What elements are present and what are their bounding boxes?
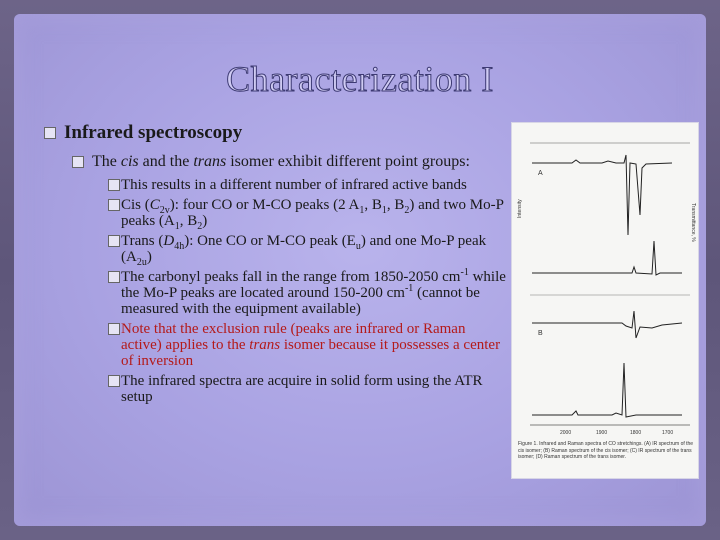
text: , B	[386, 197, 405, 213]
y-label-right: Transmittance, %	[690, 203, 696, 242]
symbol: D	[163, 233, 175, 249]
text: Trans (	[121, 233, 164, 249]
text: )	[202, 213, 208, 229]
label-a: A	[538, 170, 543, 177]
text: , B	[179, 213, 198, 229]
bullet-level3-1	[44, 177, 508, 193]
subscript: 2	[197, 221, 203, 232]
text: Note that the exclusion rule (peaks are infrared or Raman active) applies to the	[121, 321, 466, 353]
tick-1900: 1900	[596, 430, 608, 436]
tick-2000: 2000	[560, 430, 572, 436]
checkbox-bullet-icon	[108, 235, 120, 247]
italic-trans: trans	[249, 337, 281, 353]
italic-cis: cis	[120, 153, 139, 170]
bullet-level2	[44, 153, 508, 170]
text: Cis (	[121, 197, 150, 213]
subscript: 2u	[136, 257, 147, 268]
text: and the	[138, 153, 194, 170]
text: The	[92, 153, 121, 170]
text: The carbonyl peaks fall in the range from 1850-2050 cm	[121, 269, 461, 285]
figure-caption: Figure 1. Infrared and Raman spectra of CO stretchings. (A) IR spectrum of the cis isomer; (B) Raman spectrum of the cis isomer; (C) IR spectrum of the trans isomer; (D) Raman spectrum of the trans isomer.	[518, 441, 694, 460]
italic-trans: trans	[193, 153, 227, 170]
text: ) and two Mo-P peaks (A	[121, 197, 504, 229]
spectra-plot	[512, 123, 698, 478]
checkbox-bullet-icon	[108, 375, 120, 387]
text: ): One CO or M-CO peak (E	[184, 233, 356, 249]
spectrum-trace-b	[532, 241, 682, 275]
y-label-left: Intensity	[517, 199, 523, 218]
text: The infrared spectra are acquire in solid form using the ATR setup	[121, 373, 483, 405]
bullet-level3-3	[44, 233, 508, 268]
text: ) and one Mo-P peak (A	[121, 233, 487, 265]
text: isomer because it possesses a center of inversion	[121, 337, 501, 369]
checkbox-bullet-icon	[108, 323, 120, 335]
checkbox-bullet-icon	[108, 179, 120, 191]
text: )	[146, 249, 152, 265]
subscript: 2	[404, 205, 410, 216]
subscript: 1	[174, 221, 180, 232]
superscript: -1	[460, 267, 469, 278]
label-b: B	[538, 330, 543, 337]
checkbox-bullet-icon	[108, 271, 120, 283]
spectrum-trace-d	[532, 363, 682, 417]
text: (cannot be measured with the equipment available)	[121, 285, 480, 317]
slide-body	[44, 122, 508, 405]
superscript: -1	[404, 283, 414, 294]
subscript: 4h	[174, 241, 185, 252]
text: This results in a different number of infrared active bands	[121, 177, 467, 193]
subscript: 2v	[159, 205, 170, 216]
symbol: C	[149, 197, 160, 213]
subscript: 1	[381, 205, 387, 216]
checkbox-bullet-icon	[72, 156, 84, 168]
checkbox-bullet-icon	[44, 127, 56, 139]
bullet-level3-4	[44, 269, 508, 317]
tick-1700: 1700	[662, 430, 674, 436]
text: isomer exhibit different point groups:	[226, 153, 470, 170]
text: ): four CO or M-CO peaks (2 A	[169, 197, 360, 213]
bullet-level3-5	[44, 321, 508, 369]
checkbox-bullet-icon	[108, 199, 120, 211]
slide-title: Characterization I	[226, 59, 494, 99]
text: , B	[364, 197, 382, 213]
bullet-level3-2	[44, 197, 508, 232]
text: while the Mo-P peaks are located around 150-200 cm	[121, 269, 506, 301]
bullet-level1	[44, 122, 508, 144]
bullet-level3-6	[44, 373, 508, 405]
tick-1800: 1800	[630, 430, 642, 436]
subscript: 1	[359, 205, 365, 216]
heading-infrared: Infrared spectroscopy	[64, 122, 243, 143]
spectrum-trace-a	[532, 155, 672, 235]
ir-raman-spectra-figure	[511, 122, 699, 479]
spectrum-trace-c	[532, 311, 682, 338]
subscript: u	[355, 241, 361, 252]
